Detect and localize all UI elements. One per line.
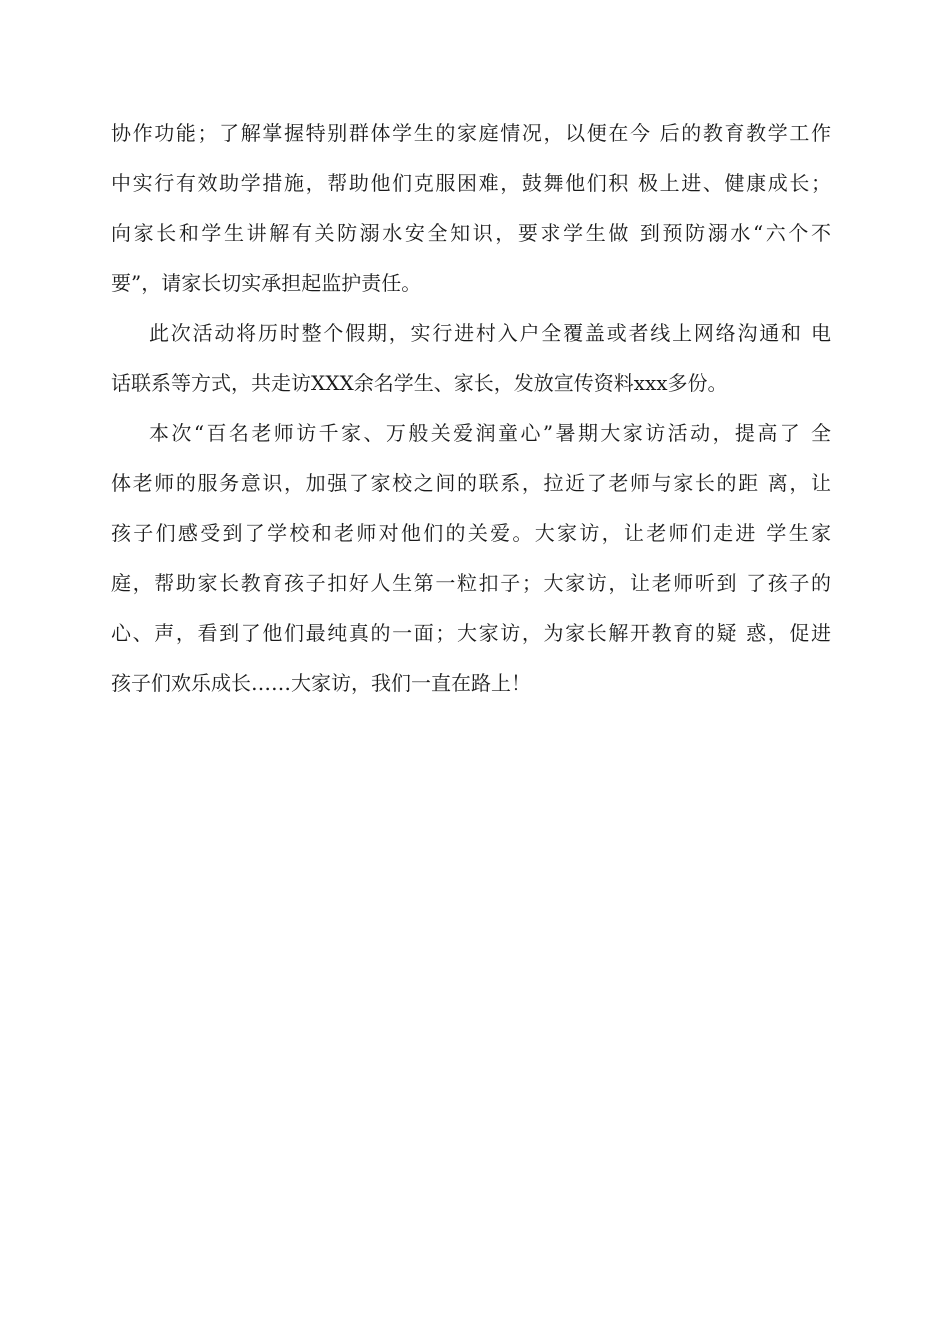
paragraph-3-line-6: 孩子们欢乐成长……大家访，我们一直在路上！ xyxy=(111,671,531,695)
paragraph-1-line-1: 协作功能；了解掌握特别群体学生的家庭情况，以便在今 后的教育教学工作 xyxy=(111,121,831,145)
paragraph-3-line-2: 体老师的服务意识，加强了家校之间的联系，拉近了老师与家长的距 离，让 xyxy=(111,471,831,495)
paragraph-1-line-4: 要”，请家长切实承担起监护责任。 xyxy=(111,271,422,295)
paragraph-3-line-5: 心、声，看到了他们最纯真的一面；大家访，为家长解开教育的疑 惑，促进 xyxy=(111,621,831,645)
paragraph-2-line-1: 此次活动将历时整个假期，实行进村入户全覆盖或者线上网络沟通和 电 xyxy=(149,321,831,345)
paragraph-1-line-3: 向家长和学生讲解有关防溺水安全知识，要求学生做 到预防溺水“六个不 xyxy=(111,221,831,245)
paragraph-1-line-2: 中实行有效助学措施，帮助他们克服困难，鼓舞他们积 极上进、健康成长； xyxy=(111,171,831,195)
paragraph-2-line-2: 话联系等方式，共走访XXX余名学生、家长，发放宣传资料xxx多份。 xyxy=(111,371,728,395)
paragraph-3-line-1: 本次“百名老师访千家、万般关爱润童心”暑期大家访活动，提高了 全 xyxy=(149,421,831,445)
paragraph-3-line-4: 庭，帮助家长教育孩子扣好人生第一粒扣子；大家访，让老师听到 了孩子的 xyxy=(111,571,831,595)
paragraph-3-line-3: 孩子们感受到了学校和老师对他们的关爱。大家访，让老师们走进 学生家 xyxy=(111,521,831,545)
